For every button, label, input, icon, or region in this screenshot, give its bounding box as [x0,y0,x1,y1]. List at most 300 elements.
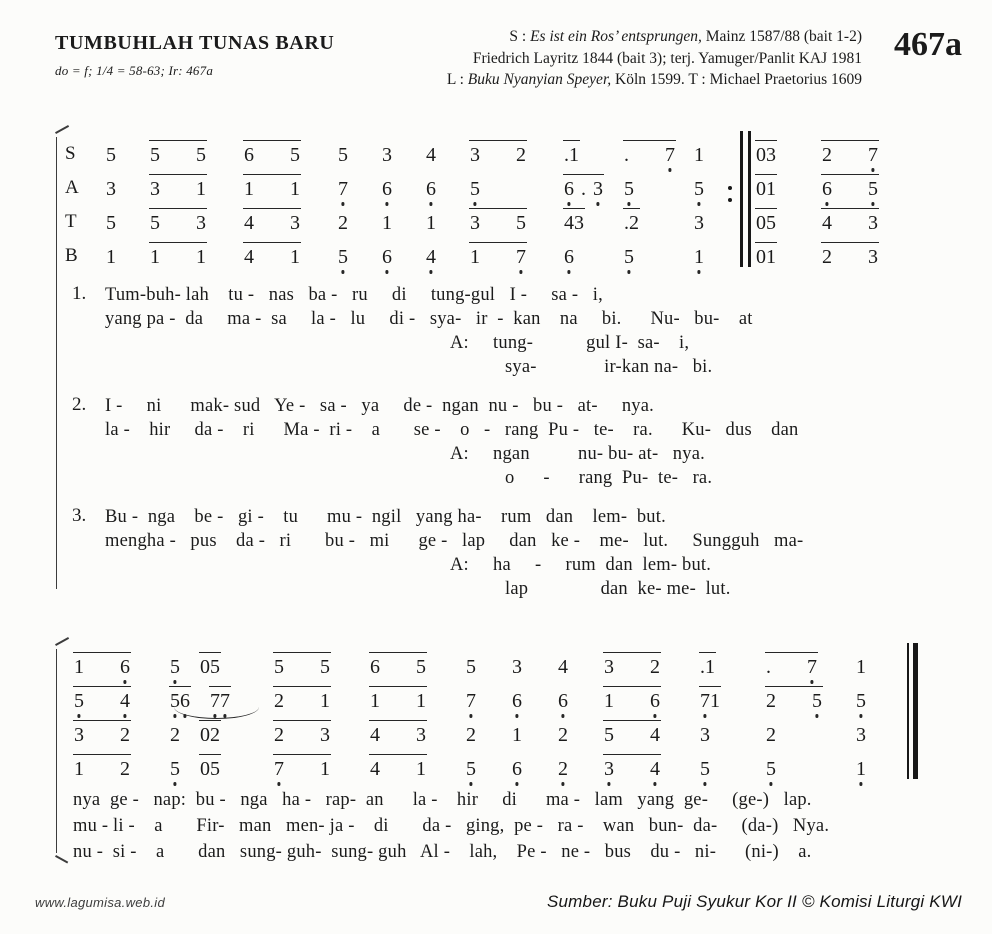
note-digit: 6 [244,143,254,166]
note-digit: 5 [466,655,476,678]
note-token [765,759,777,779]
note-gap [614,744,650,745]
note-digit: 7 [338,177,348,200]
note-digit: 1 [74,655,84,678]
note-token [73,720,131,745]
note-digit: 3 [150,177,160,200]
note-token [273,686,331,711]
note-digit: 5 [700,757,710,780]
notation-cell [563,174,623,199]
notation-cell [469,208,563,233]
notation-cell [623,247,693,267]
header [55,26,962,91]
notation-row-1 [73,643,962,677]
note-digit: 7 [220,689,230,712]
note-digit: 1 [290,177,300,200]
note-digit: 5 [196,143,206,166]
note-token [243,208,301,233]
note-token [511,691,523,711]
note-digit: 2 [822,245,832,268]
note-digit: 5 [170,757,180,780]
notation-system-2 [73,643,962,779]
notation-cell [243,140,337,165]
notation-cell [337,179,381,199]
note-token [603,720,661,745]
note-token [755,242,777,267]
verse [72,283,962,379]
note-digit: 7 [274,757,284,780]
note-gap [254,198,290,199]
notation-cell [243,208,337,233]
note-digit: 5 [868,177,878,200]
voice-label: T [65,210,77,232]
note-digit: 1 [766,245,776,268]
verse-line: I - ni mak- sud Ye - sa - ya de - ngan nu - bu - at- nya. [105,395,654,416]
voice-label: A [65,176,79,198]
note-token [105,145,117,165]
notation-cell [693,247,737,267]
final-barline [907,677,918,711]
note-digit: 1 [766,177,776,200]
notation-cell [425,247,469,267]
note-token [693,179,705,199]
note-digit: 6 [382,177,392,200]
note-digit: 1 [512,723,522,746]
note-digit: 1 [710,689,720,712]
note-digit: 1 [426,211,436,234]
note-digit: 2 [170,723,180,746]
notation-cell [699,652,765,677]
note-digit: 6 [822,177,832,200]
note-token [381,145,393,165]
note-gap [84,744,120,745]
note-digit: 7 [210,689,220,712]
voice-label: B [65,244,78,266]
notation-cell [273,720,369,745]
note-digit: 0 [756,245,766,268]
note-digit: 5 [150,143,160,166]
notation-cell [243,174,337,199]
note-digit: 2 [274,723,284,746]
note-token [623,208,640,233]
note-token [73,686,131,711]
credit-text: Es ist ein Ros’ entsprungen, [530,28,702,45]
notation-cell [821,174,911,199]
notation-cell [855,657,901,677]
note-token [73,652,131,677]
verse-lines [105,283,753,379]
final-lyrics-line: nya ge - nap: bu - nga ha - rap- an la - hir di ma - lam yang ge- (ge-) lap. [73,789,812,810]
notation-cell [821,242,911,267]
note-digit: 1 [290,245,300,268]
final-lyrics-block [73,787,962,865]
notation-cell [755,208,821,233]
note-token [381,213,393,233]
notation-cell [381,179,425,199]
verse-number: 3. [72,504,87,526]
notation-cell [169,720,273,745]
note-token [465,725,477,745]
note-digit: 7 [665,143,675,166]
notation-cell [169,686,273,711]
note-token [563,140,580,165]
note-token [603,754,661,779]
note-token [169,657,181,677]
notation-cell [425,145,469,165]
note-digit: 6 [650,689,660,712]
notation-cell [149,140,243,165]
note-digit: 5 [170,655,180,678]
notation-cell [855,725,901,745]
notation-cell [469,242,563,267]
note-digit: 3 [74,723,84,746]
note-token [755,174,777,199]
note-digit: 5 [624,177,634,200]
notation-cell [557,691,603,711]
note-token [469,242,527,267]
note-token [199,754,221,779]
note-digit: 3 [694,211,704,234]
notation-cell [369,686,465,711]
note-digit: . [766,655,771,678]
note-digit: 3 [604,757,614,780]
note-token [337,145,349,165]
note-token [765,725,777,745]
note-token [821,208,879,233]
note-digit: 5 [320,655,330,678]
note-digit: 1 [196,177,206,200]
final-lyrics-line: mu - li - a Fir- man men- ja - di da - ging, pe - ra - wan bun- da- (da-) Nya. [73,815,830,836]
footer [0,892,962,912]
note-digit: 1 [470,245,480,268]
notation-cell [821,140,911,165]
note-gap [832,164,868,165]
note-token [381,247,393,267]
note-gap [84,676,120,677]
notation-cell [563,140,623,165]
notation-cell [765,652,855,677]
repeat-barline [740,199,751,233]
note-token [465,657,477,677]
note-digit: 1 [416,689,426,712]
note-token [821,140,879,165]
verse [72,394,962,490]
notation-cell [623,140,693,165]
notation-cell [149,242,243,267]
note-digit: 5 [604,723,614,746]
note-token [603,652,661,677]
notation-cell [73,754,169,779]
notation-cell [511,759,557,779]
note-digit: 3 [382,143,392,166]
note-digit: 0 [756,143,766,166]
notation-cell [369,720,465,745]
notation-cell [603,754,699,779]
notation-cell [563,247,623,267]
note-token [511,725,523,745]
notation-cell [105,247,149,267]
notation-cell [765,725,855,745]
notation-cell [469,140,563,165]
note-digit: 5 [210,757,220,780]
final-barline [907,745,918,779]
note-digit: 2 [650,655,660,678]
note-token [199,652,221,677]
notation-cell [337,213,381,233]
note-digit: 2 [558,757,568,780]
note-digit: 1 [244,177,254,200]
note-gap [160,164,196,165]
note-digit: 6 [564,245,574,268]
notation-cell [511,725,557,745]
voice-label: S [65,142,76,164]
verse-line: Bu - nga be - gi - tu mu - ngil yang ha- rum dan lem- but. [105,506,666,527]
note-digit: 5 [856,689,866,712]
hymn-number: 467a [894,26,962,63]
note-token [755,140,777,165]
note-gap [284,676,320,677]
note-digit: 5 [170,689,180,712]
notation-row-A [65,165,962,199]
note-digit: . [624,143,629,166]
note-digit: 6 [512,689,522,712]
note-digit: 0 [200,655,210,678]
notation-cell [465,691,511,711]
notation-cell [465,657,511,677]
notation-cell [603,686,699,711]
note-digit: 4 [370,757,380,780]
note-gap [614,778,650,779]
note-digit: 1 [694,245,704,268]
note-digit: 5 [150,211,160,234]
note-digit: 5 [466,757,476,780]
note-digit: 5 [338,245,348,268]
note-digit: . [700,655,705,678]
note-token [699,686,721,711]
note-token [73,754,131,779]
note-token [149,140,207,165]
final-barline [907,643,918,677]
verse-line: A: tung- gul I- sa- i, [450,332,690,353]
page-title: TUMBUHLAH TUNAS BARU [55,32,335,54]
note-gap [480,164,516,165]
notation-cell [369,754,465,779]
note-gap [160,266,196,267]
verse-line: la - hir da - ri Ma - ri - a se - o - rang Pu - te- ra. Ku- dus dan [105,419,799,440]
note-digit: 3 [196,211,206,234]
note-digit: 4 [564,211,574,234]
notation-cell [603,652,699,677]
note-token [557,691,569,711]
note-digit: . [624,211,629,234]
note-digit: 5 [470,177,480,200]
notation-cell [105,179,149,199]
note-gap [284,710,320,711]
notation-cell [273,652,369,677]
notation-cell [243,242,337,267]
note-token [765,686,823,711]
note-digit: 4 [650,723,660,746]
notation-cell [855,759,901,779]
note-digit: 3 [868,245,878,268]
notation-cell [557,657,603,677]
note-digit: 7 [807,655,817,678]
note-digit: 2 [766,689,776,712]
repeat-barline [740,165,751,199]
note-digit: 2 [629,211,639,234]
notation-cell [765,759,855,779]
note-digit: 5 [766,211,776,234]
note-digit: 5 [210,655,220,678]
note-token [693,247,705,267]
note-digit: 3 [470,211,480,234]
notation-cell [511,657,557,677]
note-digit: 4 [244,245,254,268]
note-digit: 1 [370,689,380,712]
notation-cell [699,759,765,779]
note-digit: 6 [382,245,392,268]
note-token [105,179,117,199]
note-gap [574,198,581,199]
note-gap [832,266,868,267]
notation-cell [755,242,821,267]
note-token [337,213,349,233]
website-url: www.lagumisa.web.id [35,895,165,910]
note-digit: 4 [822,211,832,234]
note-token [105,247,117,267]
note-token [425,179,437,199]
note-token [425,213,437,233]
verse-line: lap dan ke- me- lut. [505,578,731,599]
note-token [699,759,711,779]
note-token [511,657,523,677]
credit-text: Friedrich Layritz 1844 (bait 3); terj. Yamuger/Panlit KAJ 1981 [472,49,862,67]
note-digit: 7 [466,689,476,712]
credit-text: L : [446,71,468,88]
note-digit: 4 [650,757,660,780]
note-digit: 5 [338,143,348,166]
notation-cell [169,754,273,779]
note-digit: 4 [426,143,436,166]
note-gap [160,232,196,233]
notation-cell [855,691,901,711]
note-digit: 1 [694,143,704,166]
notation-cell [693,145,737,165]
source-credit: Sumber: Buku Puji Syukur Kor II © Komisi Liturgi KWI [546,892,962,911]
note-digit: 0 [200,723,210,746]
note-token [369,720,427,745]
note-token [557,657,569,677]
note-digit: 0 [200,757,210,780]
verses-block [72,283,962,601]
verse-line: mengha - pus da - ri bu - mi ge - lap dan ke - me- lut. Sungguh ma- [105,530,804,551]
notation-cell [563,208,623,233]
repeat-barline [740,131,751,165]
notation-cell [603,720,699,745]
note-gap [84,778,120,779]
verse-line: A: ngan nu- bu- at- nya. [450,443,705,464]
note-digit: 6 [370,655,380,678]
note-token [765,652,818,677]
note-digit: 2 [766,723,776,746]
note-digit: 2 [466,723,476,746]
note-gap [160,198,196,199]
notation-row-B [65,233,962,267]
credit-text: Köln 1599. T : Michael Praetorius 1609 [611,71,862,88]
note-digit: 6 [564,177,574,200]
note-token [699,725,711,745]
note-token [469,140,527,165]
credit-text: Buku Nyanyian Speyer, [467,71,612,88]
note-token [855,657,867,677]
notation-cell [381,213,425,233]
repeat-dots [728,186,732,210]
note-digit: 6 [426,177,436,200]
verse-line: Tum-buh- lah tu - nas ba - ru di tung-gul I - sa - i, [105,284,603,305]
note-token [855,759,867,779]
note-token [603,686,661,711]
notation-row-4 [73,745,962,779]
note-token [821,174,879,199]
note-digit: 2 [822,143,832,166]
note-digit: 2 [120,723,130,746]
note-gap [776,710,812,711]
note-digit: 3 [700,723,710,746]
note-token [369,754,427,779]
note-digit: 5 [274,655,284,678]
note-digit: 2 [274,689,284,712]
notation-cell [381,247,425,267]
verse-line: yang pa - da ma - sa la - lu di - sya- ir - kan na bi. Nu- bu- at [105,308,753,329]
notation-cell [623,208,693,233]
note-digit: 5 [516,211,526,234]
note-digit: 3 [868,211,878,234]
note-digit: 4 [558,655,568,678]
notation-cell [699,686,765,711]
final-lyrics-line: nu - si - a dan sung- guh- sung- guh Al - lah, Pe - ne - bus du - ni- (ni-) a. [73,841,812,862]
note-token [169,759,181,779]
note-token [623,140,676,165]
note-gap [380,778,416,779]
note-token [149,242,207,267]
note-digit: 4 [244,211,254,234]
note-digit: 1 [416,757,426,780]
note-token [465,759,477,779]
verse-number: 2. [72,393,87,415]
note-token [369,652,427,677]
note-token [273,652,331,677]
notation-cell [273,754,369,779]
verse-number: 1. [72,282,87,304]
notation-cell [623,179,693,199]
note-token [563,247,575,267]
note-digit: 6 [120,655,130,678]
system-bracket-line [56,649,57,853]
note-token [557,725,569,745]
note-digit: 1 [150,245,160,268]
header-left [55,32,455,79]
note-gap [254,266,290,267]
note-token [465,691,477,711]
note-token [425,145,437,165]
note-digit: 1 [705,655,715,678]
note-gap [614,710,650,711]
note-digit: 5 [766,757,776,780]
notation-cell [149,174,243,199]
note-token [557,759,569,779]
note-gap [380,744,416,745]
note-token [821,242,879,267]
